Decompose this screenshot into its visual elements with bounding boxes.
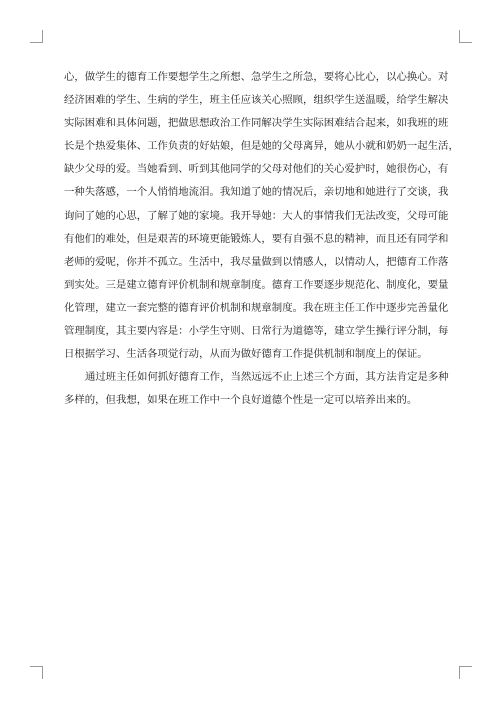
crop-mark-bottom-right [459, 666, 472, 679]
text-line: 多样的，但我想，如果在班工作中一个良好道德个性是一定可以培养出来的。 [64, 394, 418, 407]
text-line: 心，做学生的德育工作要想学生之所想、急学生之所急，要将心比心，以心换心。对 [64, 71, 449, 83]
text-line: 长是个热爱集体、工作负责的好姑娘，但是她的父母离异，她从小就和奶奶一起生活， [64, 140, 459, 153]
text-line: 缺少父母的爱。当她看到、听到其他同学的父母对他们的关心爱护时，她很伤心，有 [64, 163, 449, 176]
crop-mark-top-left [30, 30, 43, 43]
text-line: 日根据学习、生活各项觉行动，从而为做好德育工作提供机制和制度上的保证。 [64, 348, 428, 361]
text-line: 实际困难和具体问题，把做思想政治工作同解决学生实际困难结合起来，如我班的班 [64, 117, 449, 130]
crop-mark-bottom-left [30, 666, 43, 679]
crop-mark-top-right [459, 30, 472, 43]
paragraph-first-line: 通过班主任如何抓好德育工作，当然远远不止上述三个方面，其方法肯定是多种 [85, 371, 449, 384]
text-line: 到实处。三是建立德育评价机制和规章制度。德育工作要逐步规范化、制度化，要量 [64, 278, 449, 291]
text-line: 管理制度，其主要内容是：小学生守则、日常行为道德等，建立学生操行评分制，每 [64, 325, 449, 338]
text-line: 一种失落感，一个人悄悄地流泪。我知道了她的情况后，亲切地和她进行了交谈，我 [64, 186, 449, 199]
text-line: 有他们的难处，但是艰苦的环境更能锻炼人，要有自强不息的精神，而且还有同学和 [64, 232, 449, 245]
text-line: 经济困难的学生、生病的学生，班主任应该关心照顾，组织学生送温暖，给学生解决 [64, 94, 449, 107]
text-line: 询问了她的心思，了解了她的家境。我开导她：大人的事情我们无法改变，父母可能 [64, 209, 449, 222]
text-line: 老师的爱呢，你并不孤立。生活中，我尽量做到以情感人，以情动人，把德育工作落 [64, 255, 449, 268]
document-body [64, 66, 459, 412]
text-line: 化管理，建立一套完整的德育评价机制和规章制度。我在班主任工作中逐步完善量化 [64, 301, 449, 314]
